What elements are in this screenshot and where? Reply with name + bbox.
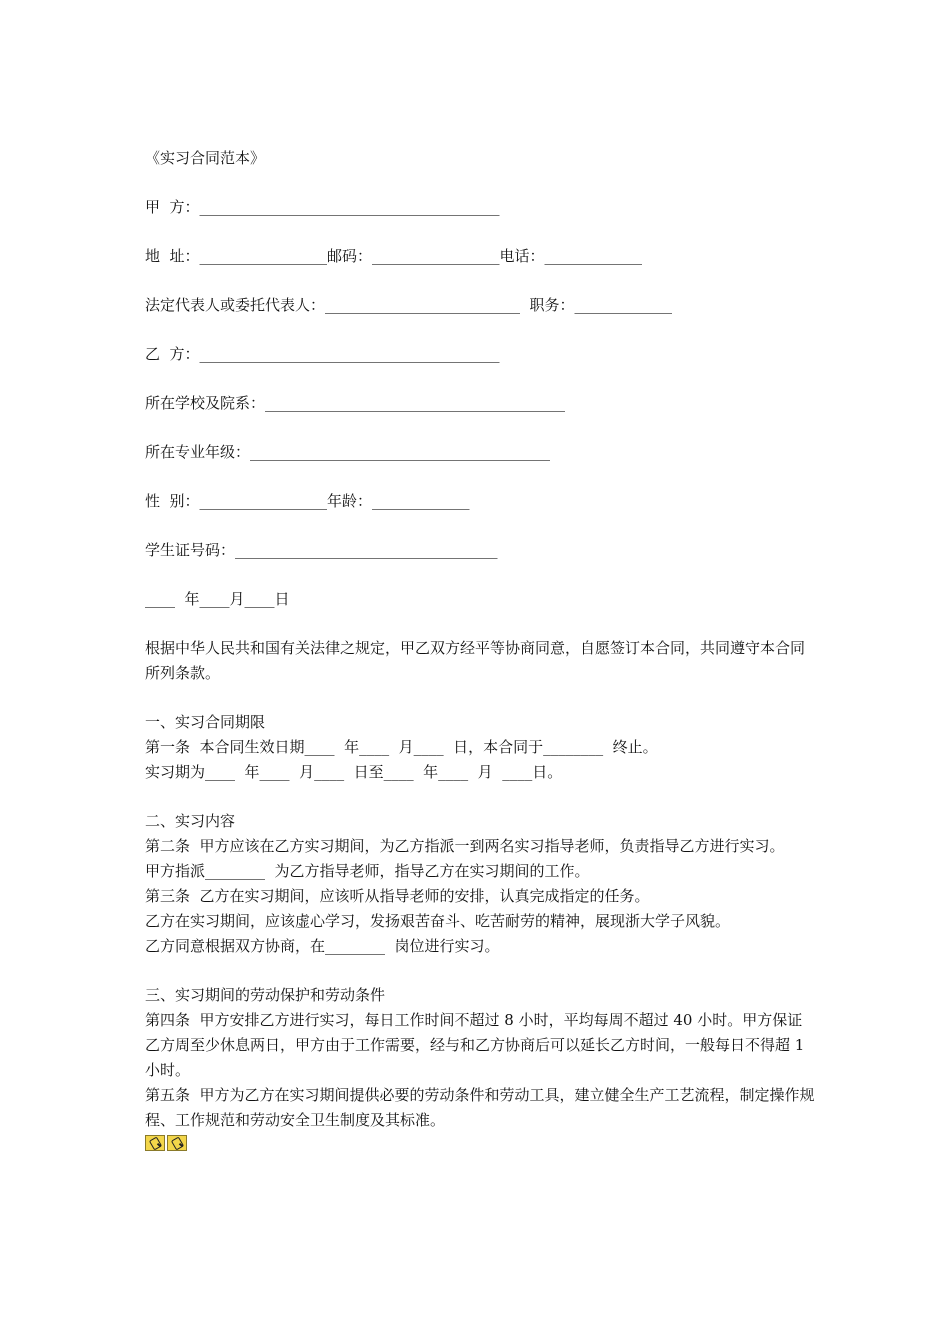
clip-icon[interactable]: [145, 1135, 165, 1151]
intro-paragraph: 根据中华人民共和国有关法律之规定，甲乙双方经平等协商同意，自愿签订本合同，共同遵守本合同所列条款。: [145, 639, 806, 682]
document-body: [145, 146, 815, 1151]
student-id-field: 学生证号码：___________________________________: [145, 541, 498, 559]
party-a-field: 甲 方：________________________________________: [145, 198, 500, 216]
internship-period: 实习期为____ 年____ 月____ 日至____ 年____ 月 ____日。: [145, 763, 563, 781]
intern-position: 乙方同意根据双方协商，在________ 岗位进行实习。: [145, 937, 500, 955]
address-field: 地 址：_________________邮码：_________________电话：_____________: [145, 247, 643, 265]
party-b-field: 乙 方：________________________________________: [145, 345, 500, 363]
article-1: 第一条 本合同生效日期____ 年____ 月____ 日，本合同于________ 终止。: [145, 738, 658, 756]
date-field: ____ 年____月____日: [145, 590, 290, 608]
article-3: 第三条 乙方在实习期间，应该听从指导老师的安排，认真完成指定的任务。: [145, 887, 650, 905]
section-1-title: 一、实习合同期限: [145, 713, 266, 731]
major-field: 所在专业年级：________________________________________: [145, 443, 551, 461]
article-2: 第二条 甲方应该在乙方实习期间，为乙方指派一到两名实习指导老师，负责指导乙方进行实习。: [145, 837, 785, 855]
gender-age-field: 性 别：_________________年龄：_____________: [145, 492, 470, 510]
article-5: 第五条 甲方为乙方在实习期间提供必要的劳动条件和劳动工具，建立健全生产工艺流程，制定操作规程、工作规范和劳动安全卫生制度及其标准。: [145, 1086, 815, 1129]
school-field: 所在学校及院系：________________________________________: [145, 394, 566, 412]
section-3-title: 三、实习期间的劳动保护和劳动条件: [145, 986, 386, 1004]
intern-conduct: 乙方在实习期间，应该虚心学习，发扬艰苦奋斗、吃苦耐劳的精神，展现浙大学子风貌。: [145, 912, 731, 930]
mentor-assignment: 甲方指派________ 为乙方指导老师，指导乙方在实习期间的工作。: [145, 862, 590, 880]
representative-field: 法定代表人或委托代表人：__________________________ 职务：_____________: [145, 296, 673, 314]
article-4: 第四条 甲方安排乙方进行实习，每日工作时间不超过 8 小时，平均每周不超过 40 小时。甲方保证乙方周至少休息两日，甲方由于工作需要，经与和乙方协商后可以延长乙方时间，一般每日不得超 1 小时。: [145, 1011, 810, 1079]
doc-title: 《实习合同范本》: [145, 149, 266, 167]
attachment-icons: [145, 1135, 815, 1151]
section-2-title: 二、实习内容: [145, 812, 236, 830]
clip-icon[interactable]: [167, 1135, 187, 1151]
